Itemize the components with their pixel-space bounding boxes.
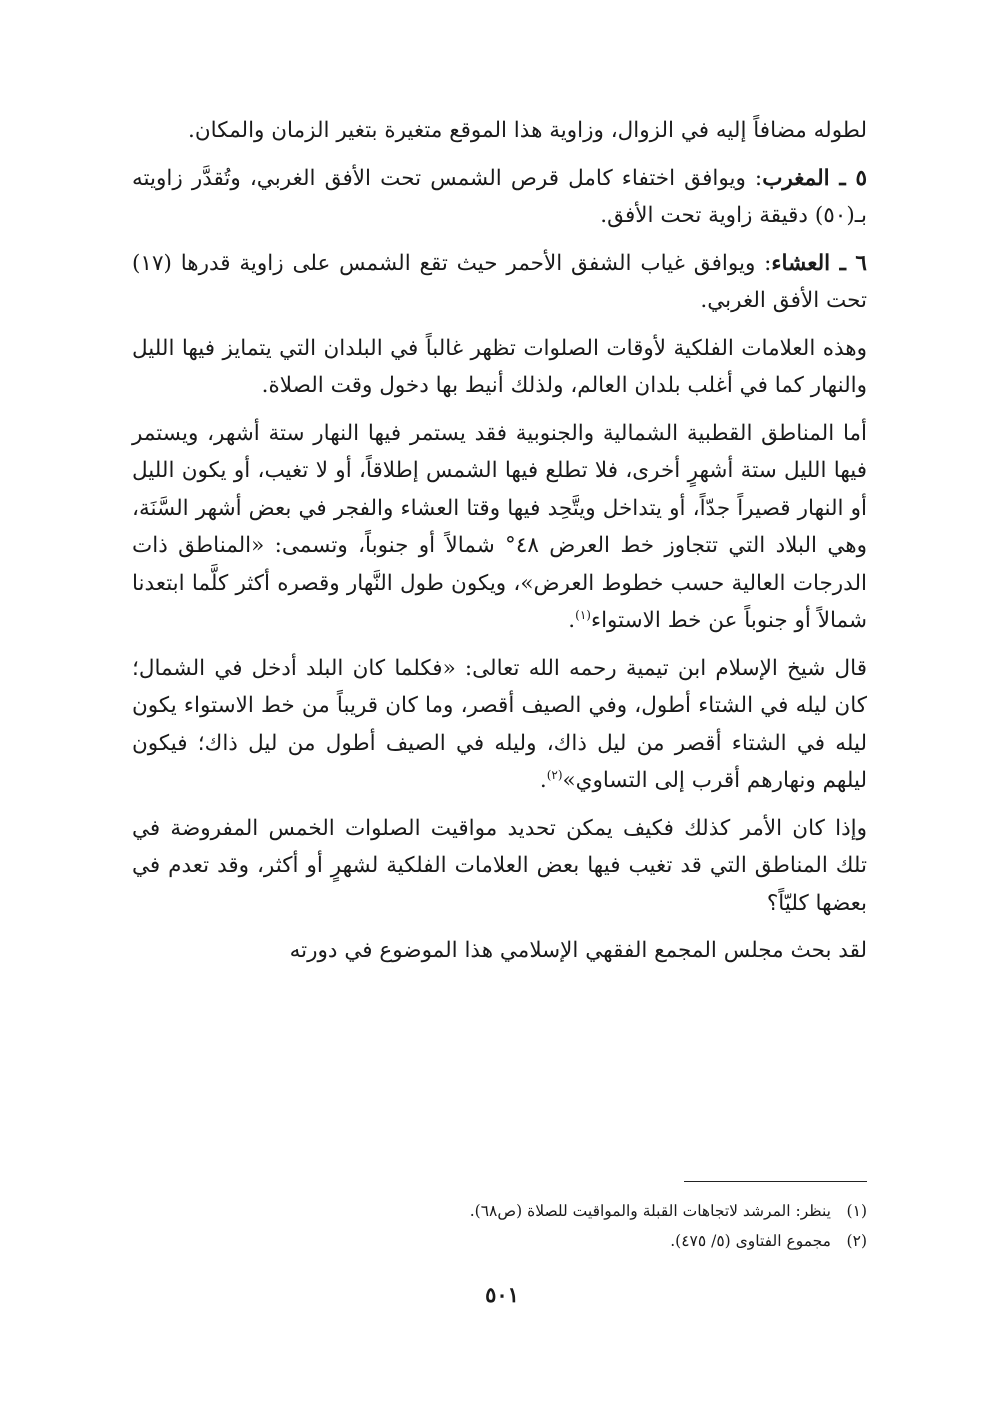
page-number: ٥٠١	[485, 1282, 519, 1307]
paragraph-maghrib	[132, 160, 867, 235]
footnote-1-text: ينظر: المرشد لاتجاهات القبلة والمواقيت للصلاة (ص٦٨).	[469, 1202, 831, 1220]
footnote-1	[132, 1196, 867, 1226]
paragraph-5-text: أما المناطق القطبية الشمالية والجنوبية فقد يستمر فيها النهار ستة أشهر، ويستمر فيها الليل ستة أشهرٍ أخرى، فلا تطلع فيها الشمس إطلاقاً، أو لا تغيب، أو يكون الليل أو النهار قصيراً جدّاً، أو يتداخل ويتَّحِد فيها وقتا العشاء والفجر في بعض أشهر السَّنَة، وهي البلاد التي تتجاوز خط العرض ٤٨° شمالاً أو جنوباً، وتسمى: «المناطق ذات الدرجات العالية حسب خطوط العرض»، ويكون طول النَّهار وقصره أكثر كلَّما ابتعدنا شمالاً أو جنوباً عن خط الاستواء	[132, 420, 867, 633]
paragraph-isha	[132, 245, 867, 320]
footnote-divider	[684, 1181, 867, 1182]
paragraph-4	[132, 330, 867, 405]
isha-label: ٦ ـ العشاء	[771, 250, 867, 276]
maghrib-text: : ويوافق اختفاء كامل قرص الشمس تحت الأفق الغربي، وتُقدَّر زاويته بـ(٥٠) دقيقة زاوية تحت الأفق.	[132, 165, 867, 228]
footnote-2-text: مجموع الفتاوى (٥/ ٤٧٥).	[670, 1232, 831, 1250]
footnote-ref-1: (١)	[575, 607, 591, 622]
paragraph-7-text: وإذا كان الأمر كذلك فكيف يمكن تحديد مواقيت الصلوات الخمس المفروضة في تلك المناطق التي قد تغيب فيها بعض العلامات الفلكية لشهرٍ أو أكثر، وقد تعدم في بعضها كليّاً؟	[132, 815, 867, 916]
paragraph-1	[132, 112, 867, 150]
paragraph-6-end: .	[539, 768, 547, 793]
paragraph-1-text: لطوله مضافاً إليه في الزوال، وزاوية هذا الموقع متغيرة بتغير الزمان والمكان.	[188, 118, 867, 143]
paragraph-4-text: وهذه العلامات الفلكية لأوقات الصلوات تظهر غالباً في البلدان التي يتمايز فيها الليل والنهار كما في أغلب بلدان العالم، ولذلك أنيط بها دخول وقت الصلاة.	[132, 335, 867, 398]
paragraph-8-text: لقد بحث مجلس المجمع الفقهي الإسلامي هذا الموضوع في دورته	[289, 938, 867, 963]
paragraph-6-text: قال شيخ الإسلام ابن تيمية رحمه الله تعالى: «فكلما كان البلد أدخل في الشمال؛ كان ليله في الشتاء أطول، وفي الصيف أقصر، وما كان قريباً من خط الاستواء يكون ليله في الشتاء أقصر من ليل ذاك، وليله في الصيف أطول من ليل ذاك؛ فيكون ليلهم ونهارهم أقرب إلى التساوي»	[132, 655, 867, 793]
footnotes	[132, 1196, 867, 1256]
isha-text: : ويوافق غياب الشفق الأحمر حيث تقع الشمس على زاوية قدرها (١٧) تحت الأفق الغربي.	[132, 250, 867, 313]
footnote-1-number: (١)	[846, 1202, 867, 1220]
paragraph-6	[132, 650, 867, 800]
footnote-2	[132, 1226, 867, 1256]
footnote-ref-2: (٢)	[546, 767, 563, 782]
paragraph-8	[132, 932, 867, 970]
footnote-2-number: (٢)	[846, 1232, 867, 1250]
page-body	[132, 112, 867, 980]
maghrib-label: ٥ ـ المغرب	[762, 165, 867, 191]
paragraph-5	[132, 415, 867, 640]
paragraph-7	[132, 810, 867, 923]
paragraph-5-end: .	[568, 608, 576, 633]
